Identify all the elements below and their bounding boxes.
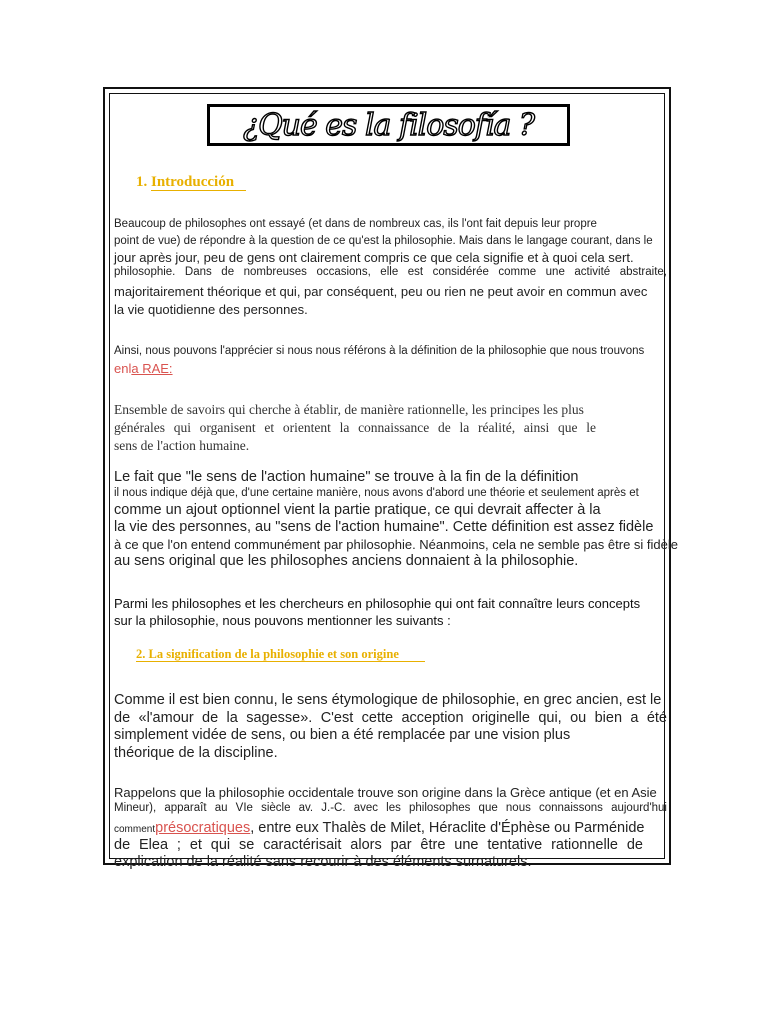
para4-line2: sur la philosophie, nous pouvons mentionner les suivants : xyxy=(114,613,451,628)
presocratiques-link[interactable]: présocratiques xyxy=(155,820,251,836)
rae-link[interactable]: a RAE: xyxy=(131,361,173,376)
section1-title: Introducción xyxy=(151,174,246,191)
para3-line1: Le fait que "le sens de l'action humaine" se trouve à la fin de la définition xyxy=(114,469,579,485)
para3-line3: comme un ajout optionnel vient la partie pratique, ce qui devrait affecter à la xyxy=(114,502,601,518)
para6-prefix: comment xyxy=(114,824,156,835)
section1-number: 1. xyxy=(136,174,148,190)
quote-line1: Ensemble de savoirs qui cherche à établir, de manière rationnelle, les principes les plus xyxy=(114,402,584,417)
para3-line6: au sens original que les philosophes anciens donnaient à la philosophie. xyxy=(114,553,579,569)
para1-line4: philosophie. Dans de nombreuses occasions, elle est considérée comme une activité abstraite, xyxy=(114,266,667,278)
para1-line5: majoritairement théorique et qui, par conséquent, peu ou rien ne peut avoir en commun avec xyxy=(114,284,648,299)
quote-line2: générales qui organisent et orientent la connaissance de la réalité, ainsi que le xyxy=(114,420,596,435)
para3-line5: à ce que l'on entend communément par philosophie. Néanmoins, cela ne semble pas être si fidèle xyxy=(114,537,678,552)
para6-line3 xyxy=(114,820,644,836)
para2-prefix: enl xyxy=(114,361,132,376)
para2-line1: Ainsi, nous pouvons l'apprécier si nous nous référons à la définition de la philosophie que nous trouvons xyxy=(114,345,645,357)
para6-line1: Rappelons que la philosophie occidentale trouve son origine dans la Grèce antique (et en Asie xyxy=(114,785,657,800)
para6-line5: explication de la réalité sans recourir à des éléments surnaturels. xyxy=(114,854,532,870)
para1-line6: la vie quotidienne des personnes. xyxy=(114,302,308,317)
title-box xyxy=(207,104,570,146)
para1-line2: point de vue) de répondre à la question de ce qu'est la philosophie. Mais dans le langage courant, dans le xyxy=(114,235,653,247)
section1-heading xyxy=(136,174,246,191)
quote-line3: sens de l'action humaine. xyxy=(114,438,250,453)
para6-line4: de Elea ; et qui se caractérisait alors par être une tentative rationnelle de xyxy=(114,837,643,853)
para4-line1: Parmi les philosophes et les chercheurs en philosophie qui ont fait connaître leurs concepts xyxy=(114,596,641,611)
para2-line2 xyxy=(114,361,173,376)
para6-line3-rest: , entre eux Thalès de Milet, Héraclite d'Éphèse ou Parménide xyxy=(250,820,645,836)
para3-line4: la vie des personnes, au "sens de l'action humaine". Cette définition est assez fidèle xyxy=(114,519,654,535)
page-title: ¿Qué es la filosofía ? xyxy=(242,107,534,143)
section2-heading xyxy=(136,647,425,662)
para1-line3: jour après jour, peu de gens ont clairement compris ce que cela signifie et à quoi cela sert. xyxy=(114,250,634,265)
para5-line2: de «l'amour de la sagesse». C'est cette acception originelle qui, ou bien a été xyxy=(114,710,667,726)
para6-line2: Mineur), apparaît au VIe siècle av. J.-C. avec les philosophes que nous connaissons aujourd'hui xyxy=(114,802,667,814)
para5-line1: Comme il est bien connu, le sens étymologique de philosophie, en grec ancien, est le xyxy=(114,692,662,708)
section2-title: 2. La signification de la philosophie et son origine xyxy=(136,647,425,662)
para3-line2: il nous indique déjà que, d'une certaine manière, nous avons d'abord une théorie et seulement après et xyxy=(114,487,639,499)
para1-line1: Beaucoup de philosophes ont essayé (et dans de nombreux cas, ils l'ont fait depuis leur propre xyxy=(114,218,597,230)
para5-line3: simplement vidée de sens, ou bien a été remplacée par une vision plus xyxy=(114,727,571,743)
para5-line4: théorique de la discipline. xyxy=(114,745,278,761)
